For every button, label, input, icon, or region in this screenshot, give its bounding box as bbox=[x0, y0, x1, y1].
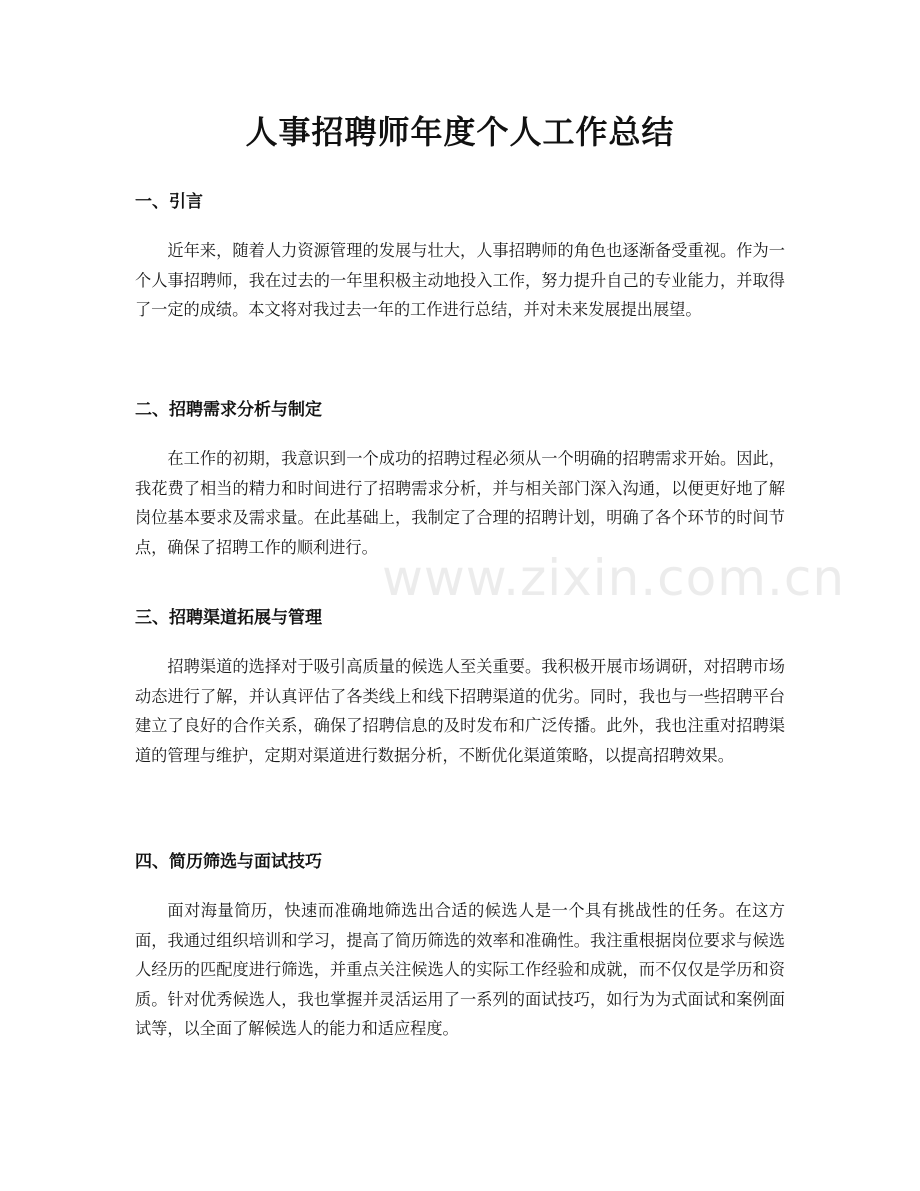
section-introduction bbox=[135, 190, 785, 325]
section-paragraph: 近年来，随着人力资源管理的发展与壮大，人事招聘师的角色也逐渐备受重视。作为一个人事招聘师，我在过去的一年里积极主动地投入工作，努力提升自己的专业能力，并取得了一定的成绩。本文将对我过去一年的工作进行总结，并对未来发展提出展望。 bbox=[135, 241, 785, 319]
section-paragraph: 在工作的初期，我意识到一个成功的招聘过程必须从一个明确的招聘需求开始。因此，我花费了相当的精力和时间进行了招聘需求分析，并与相关部门深入沟通，以便更好地了解岗位基本要求及需求量。在此基础上，我制定了合理的招聘计划，明确了各个环节的时间节点，确保了招聘工作的顺利进行。 bbox=[135, 449, 785, 557]
section-channels bbox=[135, 606, 785, 770]
document-title: 人事招聘师年度个人工作总结 bbox=[245, 113, 675, 151]
section-screening-interview bbox=[135, 850, 785, 1044]
section-requirements-analysis bbox=[135, 398, 785, 562]
section-paragraph: 招聘渠道的选择对于吸引高质量的候选人至关重要。我积极开展市场调研，对招聘市场动态进行了解，并认真评估了各类线上和线下招聘渠道的优劣。同时，我也与一些招聘平台建立了良好的合作关系，确保了招聘信息的及时发布和广泛传播。此外，我也注重对招聘渠道的管理与维护，定期对渠道进行数据分析，不断优化渠道策略，以提高招聘效果。 bbox=[135, 657, 785, 765]
section-paragraph: 面对海量简历，快速而准确地筛选出合适的候选人是一个具有挑战性的任务。在这方面，我通过组织培训和学习，提高了简历筛选的效率和准确性。我注重根据岗位要求与候选人经历的匹配度进行筛选，并重点关注候选人的实际工作经验和成就，而不仅仅是学历和资质。针对优秀候选人，我也掌握并灵活运用了一系列的面试技巧，如行为为式面试和案例面试等，以全面了解候选人的能力和适应程度。 bbox=[135, 901, 785, 1038]
section-heading: 三、招聘渠道拓展与管理 bbox=[135, 608, 322, 628]
watermark: www.zixin.com.cn bbox=[382, 549, 846, 607]
section-heading: 四、简历筛选与面试技巧 bbox=[135, 852, 322, 872]
section-heading: 二、招聘需求分析与制定 bbox=[135, 400, 322, 420]
section-heading: 一、引言 bbox=[135, 192, 203, 212]
